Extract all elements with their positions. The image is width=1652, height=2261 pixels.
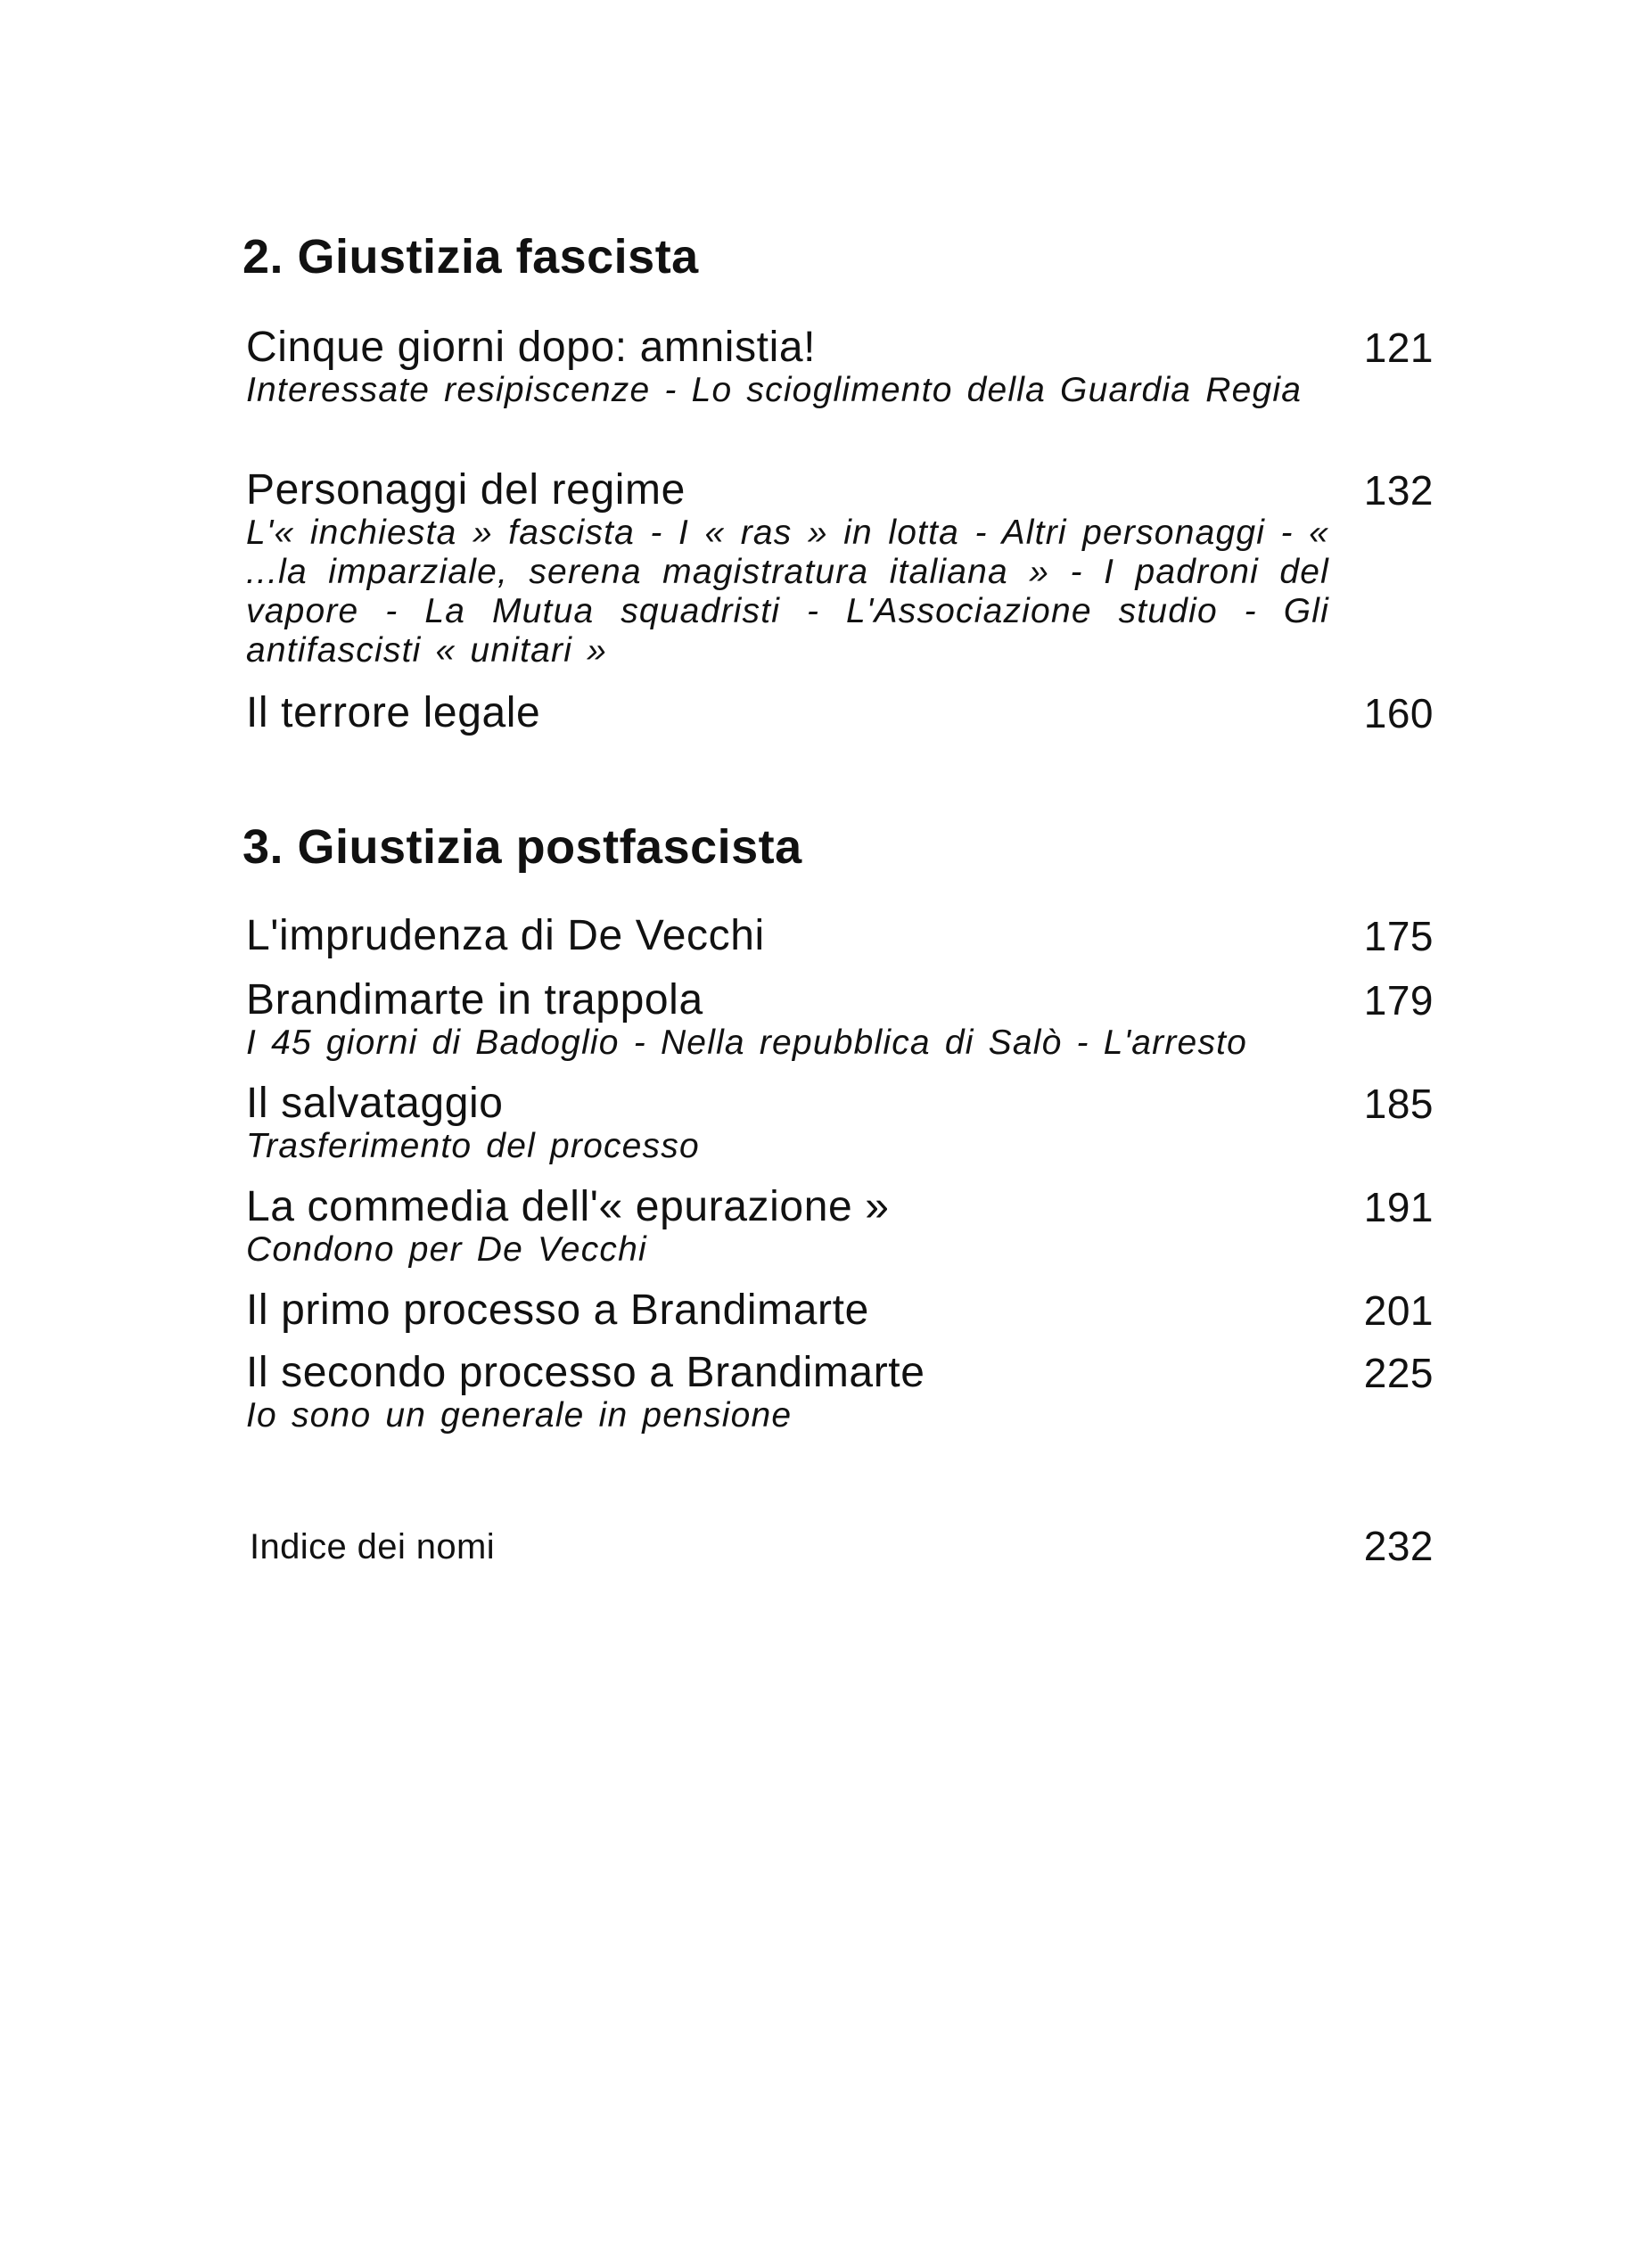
entry-title: Il secondo processo a Brandimarte <box>246 1349 925 1396</box>
entry-title: Personaggi del regime <box>246 466 686 514</box>
entry-title: Cinque giorni dopo: amnistia! <box>246 324 817 371</box>
entry-page-number: 225 <box>1363 1350 1434 1396</box>
entry-title: La commedia dell'« epurazione » <box>246 1183 890 1230</box>
entry-page-number: 185 <box>1363 1081 1434 1127</box>
entry-subtopics: Condono per De Vecchi <box>246 1230 647 1269</box>
entry-title: Brandimarte in trappola <box>246 976 703 1024</box>
entry-title: L'imprudenza di De Vecchi <box>246 912 765 959</box>
entry-title: Il salvataggio <box>246 1080 504 1127</box>
entry-subtopics: L'« inchiesta » fascista - I « ras » in lotta - Altri personaggi - « ...la imparziale, serena magistratura italiana » - I padroni del vapore - La Mutua squadristi - L'Associazione studio - Gli antifascisti « unitari » <box>246 514 1329 670</box>
entry-subtopics: I 45 giorni di Badoglio - Nella repubblica di Salò - L'arresto <box>246 1024 1248 1062</box>
entry-subtopics: Interessate resipiscenze - Lo scioglimento della Guardia Regia <box>246 371 1303 409</box>
entry-title: Il terrore legale <box>246 689 541 736</box>
entry-page-number: 121 <box>1363 325 1434 371</box>
entry-page-number: 175 <box>1363 913 1434 959</box>
entry-page-number: 201 <box>1363 1287 1434 1334</box>
entry-subtopics: Io sono un generale in pensione <box>246 1396 793 1435</box>
section-heading-giustizia-postfascista: 3. Giustizia postfascista <box>242 820 802 874</box>
entry-title: Il primo processo a Brandimarte <box>246 1287 869 1334</box>
entry-subtopics: Trasferimento del processo <box>246 1127 700 1165</box>
entry-page-number: 179 <box>1363 977 1434 1024</box>
index-label: Indice dei nomi <box>250 1527 496 1566</box>
section-heading-giustizia-fascista: 2. Giustizia fascista <box>242 230 699 284</box>
entry-page-number: 191 <box>1363 1184 1434 1230</box>
entry-page-number: 132 <box>1363 467 1434 514</box>
index-page-number: 232 <box>1363 1523 1434 1569</box>
entry-page-number: 160 <box>1363 690 1434 736</box>
